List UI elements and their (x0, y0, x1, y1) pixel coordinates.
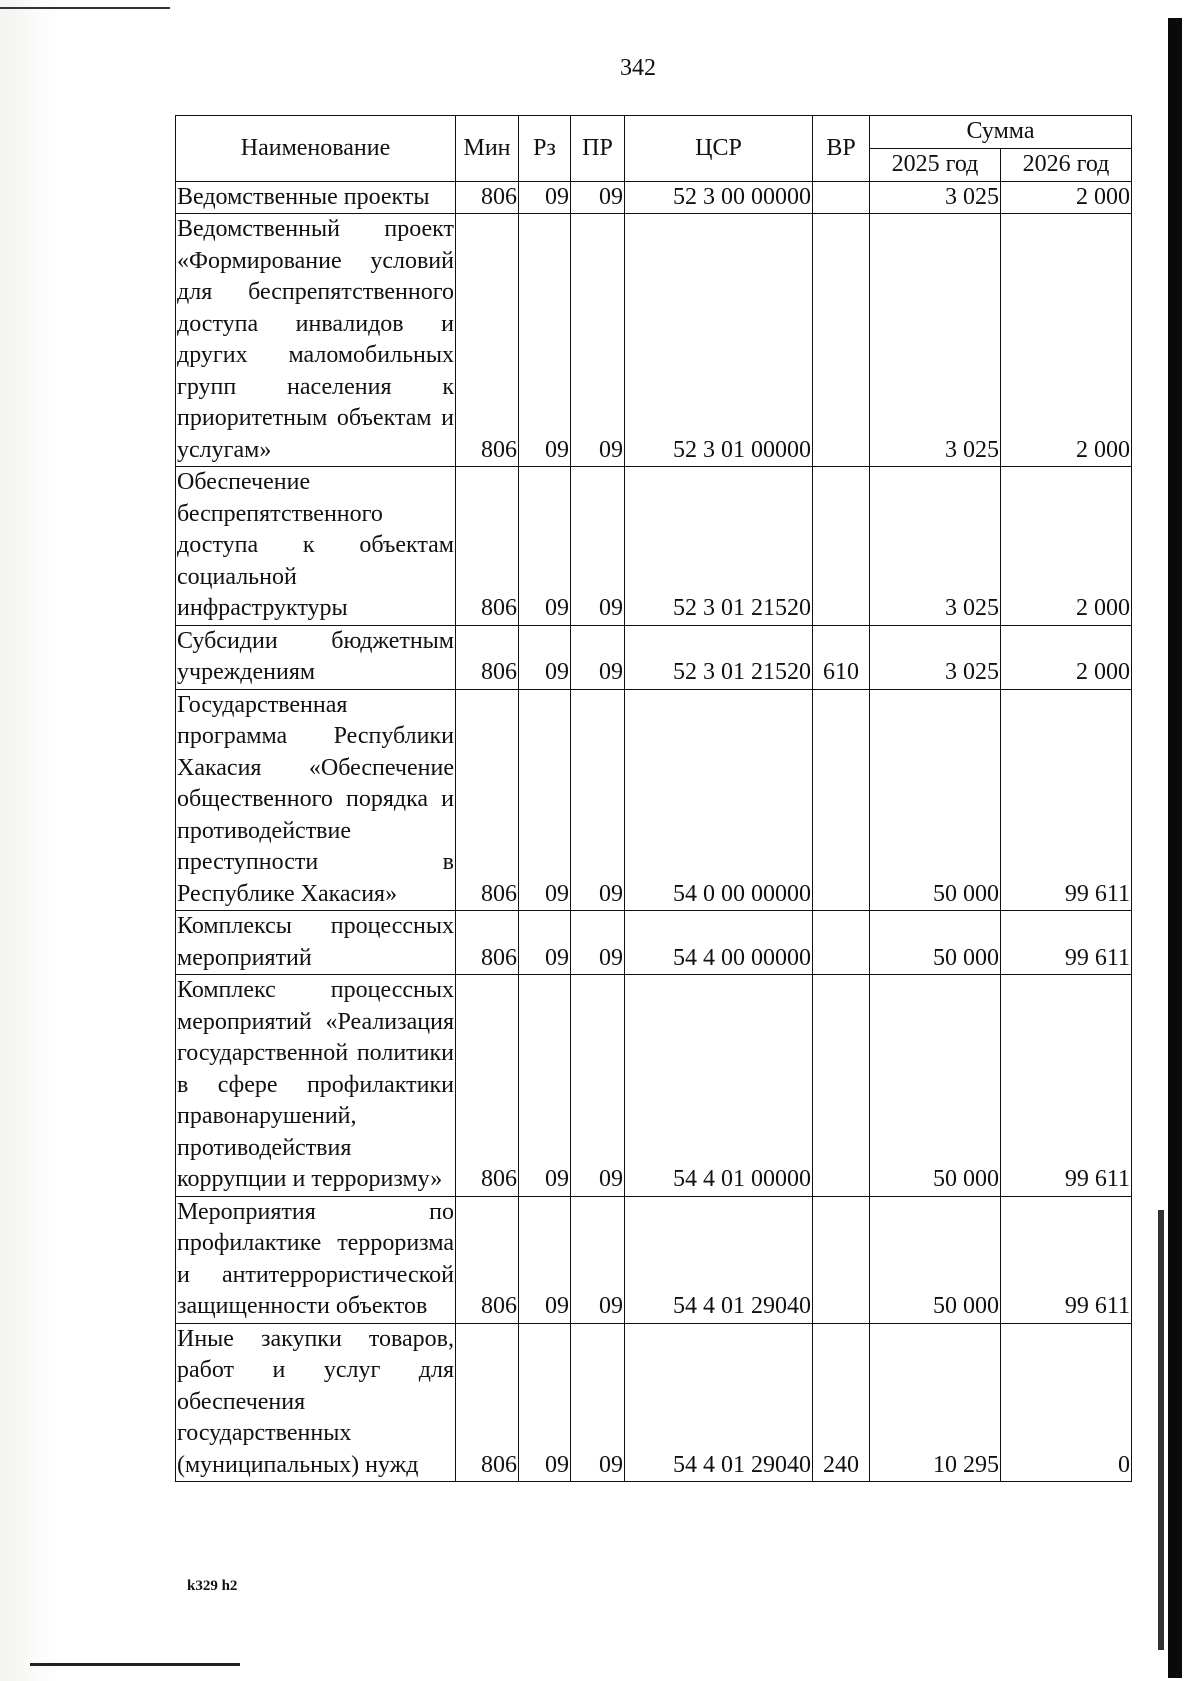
row-pr: 09 (571, 181, 625, 214)
row-rz: 09 (519, 911, 571, 975)
row-sum-2026: 2 000 (1001, 467, 1132, 626)
scan-left-margin (0, 0, 60, 1681)
row-csr: 54 4 01 29040 (625, 1196, 813, 1323)
budget-table (175, 115, 1132, 1482)
row-rz: 09 (519, 214, 571, 467)
table-header (176, 116, 1132, 182)
row-name: Комплексы процессных мероприятий (176, 911, 456, 975)
row-pr: 09 (571, 689, 625, 911)
row-min: 806 (456, 1196, 519, 1323)
row-sum-2025: 50 000 (870, 689, 1001, 911)
row-pr: 09 (571, 467, 625, 626)
row-csr: 52 3 01 00000 (625, 214, 813, 467)
page-number: 342 (620, 55, 656, 81)
row-rz: 09 (519, 1196, 571, 1323)
row-vr (813, 689, 870, 911)
table-row (176, 1196, 1132, 1323)
table-row (176, 975, 1132, 1197)
row-sum-2025: 50 000 (870, 911, 1001, 975)
row-sum-2025: 50 000 (870, 1196, 1001, 1323)
row-sum-2025: 3 025 (870, 214, 1001, 467)
row-pr: 09 (571, 1323, 625, 1482)
row-min: 806 (456, 214, 519, 467)
header-year-2025: 2025 год (870, 149, 1001, 182)
row-name: Мероприятия по профилактике терроризма и антитеррористической защищенности объектов (176, 1196, 456, 1323)
row-csr: 52 3 00 00000 (625, 181, 813, 214)
row-vr (813, 467, 870, 626)
row-sum-2025: 10 295 (870, 1323, 1001, 1482)
row-sum-2026: 99 611 (1001, 1196, 1132, 1323)
row-name: Иные закупки товаров, работ и услуг для обеспечения государственных (муниципальных) нужд (176, 1323, 456, 1482)
row-csr: 52 3 01 21520 (625, 467, 813, 626)
row-vr: 610 (813, 625, 870, 689)
header-min: Мин (456, 116, 519, 182)
row-name: Ведомственные проекты (176, 181, 456, 214)
row-vr: 240 (813, 1323, 870, 1482)
row-min: 806 (456, 975, 519, 1197)
row-sum-2026: 99 611 (1001, 911, 1132, 975)
header-name: Наименование (176, 116, 456, 182)
header-sum: Сумма (870, 116, 1132, 149)
table-row (176, 1323, 1132, 1482)
row-pr: 09 (571, 214, 625, 467)
row-name: Комплекс процессных мероприятий «Реализация государственной политики в сфере профилактики правонарушений, противодействия коррупции и терроризму» (176, 975, 456, 1197)
row-rz: 09 (519, 625, 571, 689)
row-csr: 52 3 01 21520 (625, 625, 813, 689)
row-pr: 09 (571, 911, 625, 975)
row-rz: 09 (519, 689, 571, 911)
row-sum-2026: 99 611 (1001, 689, 1132, 911)
row-sum-2025: 3 025 (870, 625, 1001, 689)
row-csr: 54 4 00 00000 (625, 911, 813, 975)
row-min: 806 (456, 181, 519, 214)
row-sum-2026: 2 000 (1001, 214, 1132, 467)
table-row (176, 625, 1132, 689)
row-csr: 54 4 01 00000 (625, 975, 813, 1197)
header-rz: Рз (519, 116, 571, 182)
row-vr (813, 214, 870, 467)
table-row (176, 689, 1132, 911)
row-pr: 09 (571, 625, 625, 689)
row-min: 806 (456, 1323, 519, 1482)
row-rz: 09 (519, 1323, 571, 1482)
row-vr (813, 181, 870, 214)
header-pr: ПР (571, 116, 625, 182)
row-min: 806 (456, 625, 519, 689)
header-vr: ВР (813, 116, 870, 182)
row-vr (813, 1196, 870, 1323)
row-csr: 54 4 01 29040 (625, 1323, 813, 1482)
row-vr (813, 975, 870, 1197)
row-pr: 09 (571, 975, 625, 1197)
row-csr: 54 0 00 00000 (625, 689, 813, 911)
row-vr (813, 911, 870, 975)
row-name: Ведомственный проект «Формирование условий для беспрепятственного доступа инвалидов и других маломобильных групп населения к приоритетным объектам и услугам» (176, 214, 456, 467)
table-row (176, 911, 1132, 975)
row-sum-2026: 0 (1001, 1323, 1132, 1482)
row-sum-2025: 3 025 (870, 181, 1001, 214)
row-min: 806 (456, 467, 519, 626)
scan-artifact-right-edge-inner (1158, 1210, 1164, 1650)
table-body (176, 181, 1132, 1482)
row-name: Субсидии бюджетным учреждениям (176, 625, 456, 689)
row-min: 806 (456, 911, 519, 975)
table-row (176, 181, 1132, 214)
row-name: Государственная программа Республики Хакасия «Обеспечение общественного порядка и противодействие преступности в Республике Хакасия» (176, 689, 456, 911)
row-sum-2025: 50 000 (870, 975, 1001, 1197)
header-year-2026: 2026 год (1001, 149, 1132, 182)
scan-artifact-bottom-line (30, 1663, 240, 1666)
row-pr: 09 (571, 1196, 625, 1323)
row-sum-2025: 3 025 (870, 467, 1001, 626)
row-sum-2026: 2 000 (1001, 625, 1132, 689)
row-name: Обеспечение беспрепятственного доступа к объектам социальной инфраструктуры (176, 467, 456, 626)
scan-artifact-top-line (0, 7, 170, 9)
row-rz: 09 (519, 467, 571, 626)
row-rz: 09 (519, 181, 571, 214)
scan-artifact-right-edge (1168, 18, 1182, 1678)
row-sum-2026: 99 611 (1001, 975, 1132, 1197)
footer-doc-code: k329 h2 (187, 1578, 238, 1594)
row-rz: 09 (519, 975, 571, 1197)
table-row (176, 214, 1132, 467)
header-csr: ЦСР (625, 116, 813, 182)
row-sum-2026: 2 000 (1001, 181, 1132, 214)
table-row (176, 467, 1132, 626)
row-min: 806 (456, 689, 519, 911)
